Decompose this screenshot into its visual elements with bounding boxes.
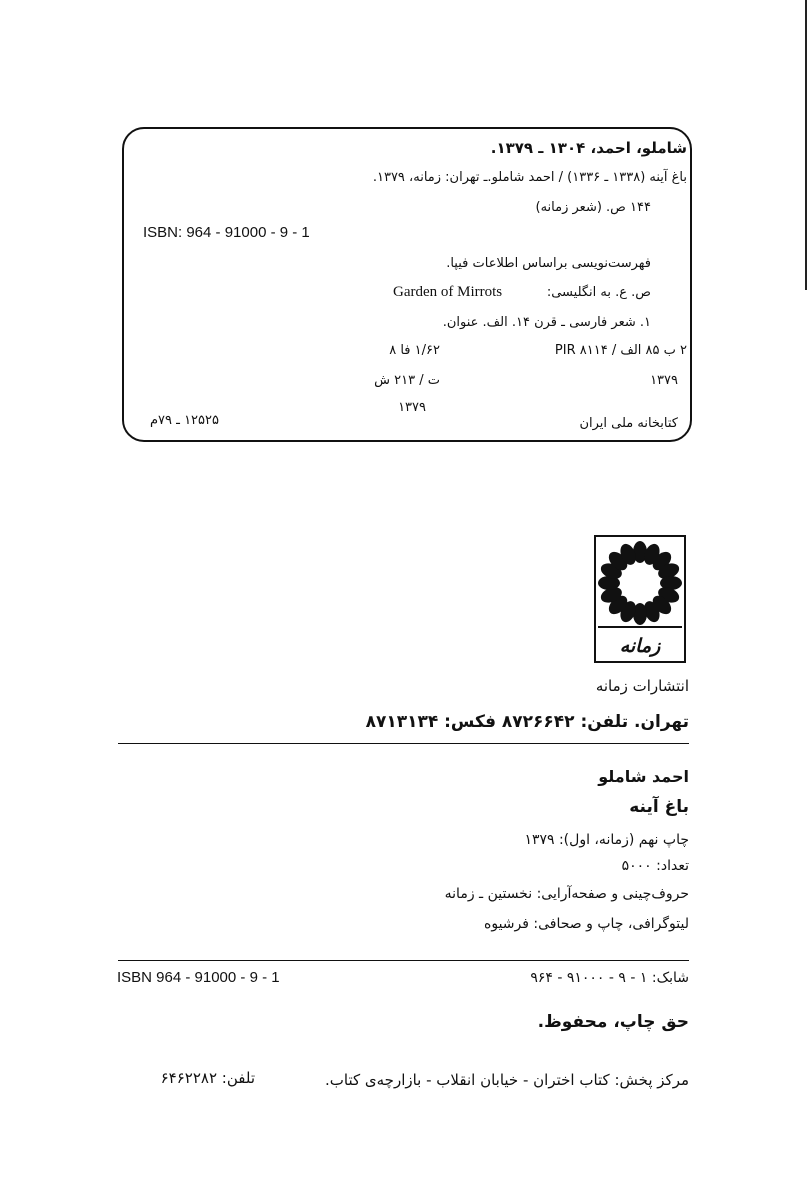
publisher-name: انتشارات زمانه (595, 677, 689, 695)
publisher-contact: تهران. تلفن: ۸۷۲۶۶۴۲ فکس: ۸۷۱۳۱۳۴ (365, 712, 689, 732)
cip-subject-line: ۱. شعر فارسی ـ قرن ۱۴. الف. عنوان. (442, 315, 651, 330)
cip-author-line: شاملو، احمد، ۱۳۰۴ ـ ۱۳۷۹. (490, 139, 687, 157)
copyright-notice: حق چاپ، محفوظ. (537, 1012, 689, 1032)
cip-pages-line: ۱۴۴ ص. (شعر زمانه) (535, 200, 651, 215)
book-print-run: تعداد: ۵۰۰۰ (621, 858, 689, 874)
divider-bottom (118, 960, 689, 961)
book-edition: چاپ نهم (زمانه، اول): ۱۳۷۹ (524, 832, 689, 848)
book-title: باغ آینه (629, 797, 689, 817)
cip-english-title: Garden of Mirrots (393, 284, 503, 300)
book-printing: لیتوگرافی، چاپ و صحافی: فرشیوه (484, 916, 689, 932)
zamaneh-sunflower-logo-icon (596, 537, 684, 661)
cip-dewey-class: ۱/۶۲ فا ۸ (389, 343, 440, 358)
distribution-phone: تلفن: ۶۴۶۲۲۸۲ (160, 1069, 255, 1087)
publisher-logo (594, 535, 686, 663)
isbn-latin: ISBN 964 - 91000 - 9 - 1 (117, 969, 280, 986)
page-edge-mark (805, 0, 807, 290)
isbn-persian: شابک: ۱ - ۹ - ۹۱۰۰۰ - ۹۶۴ (530, 970, 689, 986)
distribution-center: مرکز پخش: کتاب اختران - خیابان انقلاب - بازارچه‌ی کتاب. (325, 1071, 689, 1089)
divider-top (118, 743, 689, 744)
cip-cutter: ت / ۲۱۳ ش (374, 373, 440, 388)
cip-isbn: ISBN: 964 - 91000 - 9 - 1 (143, 224, 310, 241)
cip-library: کتابخانه ملی ایران (579, 416, 678, 431)
cip-year-center: ۱۳۷۹ (398, 400, 426, 415)
book-author: احمد شاملو (598, 767, 689, 786)
cip-title-line: باغ آینه (۱۳۳۸ ـ ۱۳۳۶) / احمد شاملو.ـ تهران: زمانه، ۱۳۷۹. (372, 170, 687, 185)
cip-year-right: ۱۳۷۹ (650, 373, 678, 388)
cip-english-title-label: ص. ع. به انگلیسی: (546, 285, 651, 300)
cip-record-number: ۱۲۵۲۵ ـ ۷۹م (149, 413, 219, 428)
cip-cataloging-note: فهرست‌نویسی براساس اطلاعات فیپا. (446, 256, 651, 271)
logo-script-text: زمانه (619, 635, 661, 657)
book-typesetting: حروف‌چینی و صفحه‌آرایی: نخستین ـ زمانه (444, 886, 689, 902)
cip-lc-class: ۲ ب ۸۵ الف / ۸۱۱۴ PIR (554, 343, 687, 358)
